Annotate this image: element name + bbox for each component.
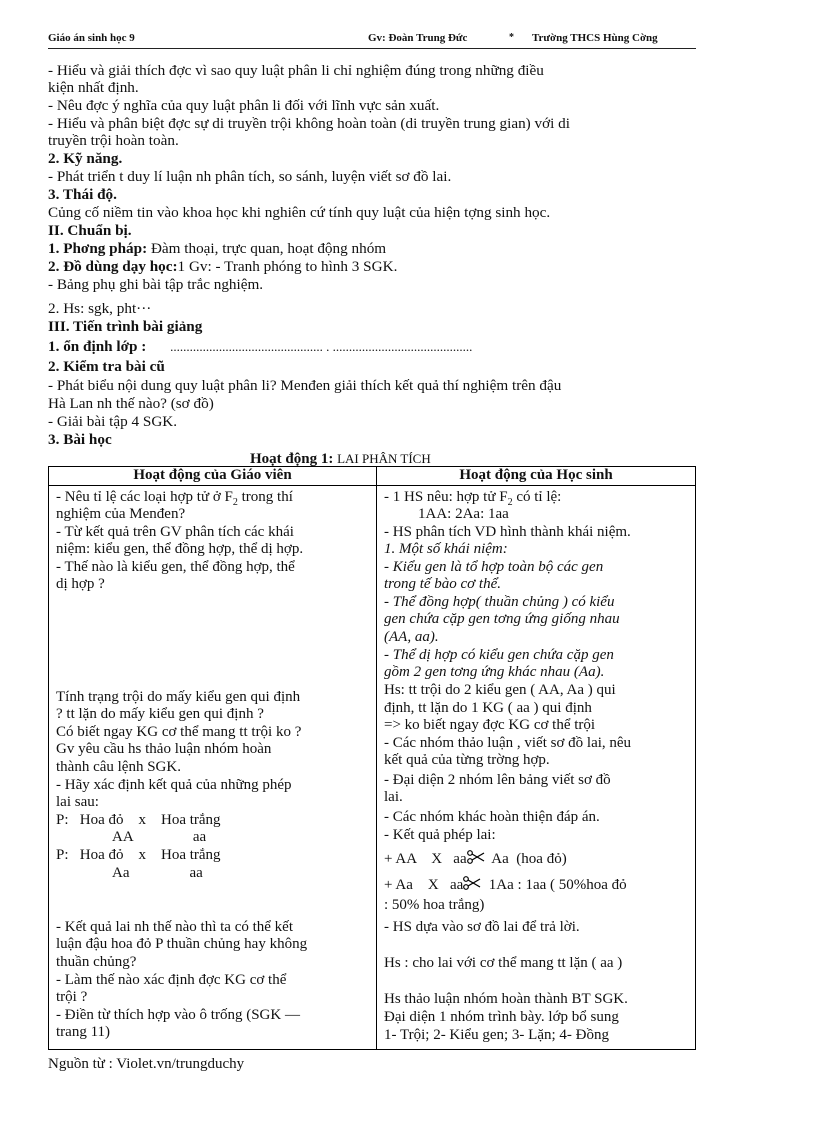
student-line: (AA, aa). bbox=[384, 629, 439, 645]
header-school: Trường THCS Hùng Cờng bbox=[532, 32, 658, 44]
method-label: 1. Phơng pháp: bbox=[48, 240, 148, 257]
teacher-line: Tính trạng trội do mấy kiểu gen qui định bbox=[56, 689, 301, 705]
stabilize-label: 1. ổn định lớp : bbox=[48, 338, 147, 355]
teacher-line: niệm: kiểu gen, thể đồng hợp, thể dị hợp. bbox=[56, 541, 304, 557]
source-line: Nguồn từ : Violet.vn/trungduchy bbox=[48, 1056, 245, 1072]
scissors-icon bbox=[463, 876, 481, 890]
col-teacher-header: Hoạt động của Giáo viên bbox=[49, 467, 377, 486]
student-column bbox=[377, 486, 696, 1050]
skills-heading: 2. Kỹ năng. bbox=[48, 150, 123, 167]
teacher-line: P: Hoa đỏ x Hoa trắng bbox=[56, 812, 221, 828]
header-star: * bbox=[509, 32, 514, 43]
teacher-line: Gv yêu cầu hs thảo luận nhóm hoàn bbox=[56, 741, 272, 757]
knowledge-line: kiện nhất định. bbox=[48, 79, 139, 96]
cross-aa2-line bbox=[384, 876, 690, 894]
teacher-line: - Điền từ thích hợp vào ô trống (SGK — bbox=[56, 1007, 300, 1023]
teacher-line: thuần chủng? bbox=[56, 954, 137, 970]
teacher-line: - Từ kết quả trên GV phân tích các khái bbox=[56, 524, 294, 540]
header-subject: Giáo án sinh học 9 bbox=[48, 32, 135, 44]
scissors-icon bbox=[467, 850, 485, 864]
teacher-line: thành câu lệnh SGK. bbox=[56, 759, 181, 775]
student-line: gen chứa cặp gen tơng ứng giống nhau bbox=[384, 611, 620, 627]
stabilize-dots: ............................................... . ........................................... bbox=[170, 339, 473, 354]
student-line: : 50% hoa trắng) bbox=[384, 897, 485, 913]
student-line: Hs thảo luận nhóm hoàn thành BT SGK. bbox=[384, 991, 628, 1007]
student-line: - Thể đồng hợp( thuần chủng ) có kiểu bbox=[384, 594, 615, 610]
student-line: => ko biết ngay đợc KG cơ thể trội bbox=[384, 717, 596, 733]
cross-aa-line bbox=[384, 850, 690, 868]
student-line: - HS phân tích VD hình thành khái niệm. bbox=[384, 524, 631, 540]
activity-name: LAI PHÂN TÍCH bbox=[337, 451, 431, 466]
review-line: - Phát biểu nội dung quy luật phân li? Menđen giải thích kết quả thí nghiệm trên đậu bbox=[48, 377, 562, 394]
teacher-line: Aa aa bbox=[112, 865, 203, 881]
page-header bbox=[48, 32, 696, 49]
teacher-line: P: Hoa đỏ x Hoa trắng bbox=[56, 847, 221, 863]
knowledge-line: - Nêu đợc ý nghĩa của quy luật phân li đối với lĩnh vực sản xuất. bbox=[48, 97, 440, 114]
student-line: lai. bbox=[384, 789, 403, 805]
review-heading: 2. Kiểm tra bài cũ bbox=[48, 358, 165, 375]
teacher-line: trang 11) bbox=[56, 1024, 111, 1040]
teacher-line: - Thế nào là kiểu gen, thể đồng hợp, thể bbox=[56, 559, 295, 575]
teacher-line: - Hãy xác định kết quả của những phép bbox=[56, 777, 292, 793]
method-text: Đàm thoại, trực quan, hoạt động nhóm bbox=[147, 240, 387, 257]
teacher-line: AA aa bbox=[112, 829, 207, 845]
teacher-line: trội ? bbox=[56, 989, 88, 1005]
process-heading: III. Tiến trình bài giảng bbox=[48, 318, 203, 335]
student-line: 1AA: 2Aa: 1aa bbox=[418, 506, 509, 522]
knowledge-line: - Hiểu và giải thích đợc vì sao quy luật phân li chỉ nghiệm đúng trong những điều bbox=[48, 62, 544, 79]
student-line: - Các nhóm thảo luận , viết sơ đồ lai, nêu bbox=[384, 735, 632, 751]
teacher-line: - Kết quả lai nh thế nào thì ta có thể kết bbox=[56, 919, 294, 935]
review-line: Hà Lan nh thế nào? (sơ đồ) bbox=[48, 395, 214, 412]
knowledge-line: truyền trội hoàn toàn. bbox=[48, 132, 179, 149]
review-line: - Giải bài tập 4 SGK. bbox=[48, 413, 178, 430]
tools-text: 1 Gv: - Tranh phóng to hình 3 SGK. bbox=[177, 258, 398, 275]
teacher-line: nghiệm của Menđen? bbox=[56, 506, 186, 522]
student-line: - 1 HS nêu: hợp tử $F_2$ có tỉ lệ: bbox=[384, 489, 562, 508]
teacher-line: lai sau: bbox=[56, 794, 99, 810]
attitude-heading: 3. Thái độ. bbox=[48, 186, 117, 203]
student-line: - Thể dị hợp có kiểu gen chứa cặp gen bbox=[384, 647, 614, 663]
teacher-line: dị hợp ? bbox=[56, 576, 105, 592]
student-line: - Các nhóm khác hoàn thiện đáp án. bbox=[384, 809, 600, 825]
tools-line bbox=[48, 258, 698, 275]
teacher-line: - Nêu tỉ lệ các loại hợp tử ở $F_2$ trong thí bbox=[56, 489, 293, 508]
method-line bbox=[48, 240, 698, 257]
student-line: gồm 2 gen tơng ứng khác nhau (Aa). bbox=[384, 664, 605, 680]
student-tools: 2. Hs: sgk, pht··· bbox=[48, 300, 152, 317]
student-line: kết quả của từng trờng hợp. bbox=[384, 752, 550, 768]
student-line: - HS dựa vào sơ đồ lai để trả lời. bbox=[384, 919, 580, 935]
lesson-heading: 3. Bài học bbox=[48, 431, 112, 448]
header-teacher: Gv: Đoàn Trung Đức bbox=[368, 32, 468, 44]
student-line: Đại diện 1 nhóm trình bày. lớp bổ sung bbox=[384, 1009, 619, 1025]
col-student-header: Hoạt động của Học sinh bbox=[377, 467, 696, 486]
cross-aa2-result: 1Aa : 1aa ( 50%hoa đỏ bbox=[481, 877, 627, 893]
student-line: 1. Một số khái niệm: bbox=[384, 541, 508, 557]
teacher-line: Có biết ngay KG cơ thể mang tt trội ko ? bbox=[56, 724, 302, 740]
student-line: - Kiểu gen là tổ hợp toàn bộ các gen bbox=[384, 559, 604, 575]
student-line: trong tế bào cơ thể. bbox=[384, 576, 502, 592]
teacher-line: luận đậu hoa đỏ P thuần chủng hay không bbox=[56, 936, 308, 952]
activity-table bbox=[48, 466, 696, 1050]
knowledge-line: - Hiểu và phân biệt đợc sự di truyền trội không hoàn toàn (di truyền trung gian) với di bbox=[48, 115, 570, 132]
student-line: Hs : cho lai với cơ thể mang tt lặn ( aa ) bbox=[384, 955, 623, 971]
student-line: Hs: tt trội do 2 kiểu gen ( AA, Aa ) qui bbox=[384, 682, 616, 698]
cross-aa-parents: + AA X aa bbox=[384, 851, 467, 867]
stabilize-line bbox=[48, 338, 698, 355]
cross-aa2-parents: + Aa X aa bbox=[384, 877, 464, 893]
attitude-text: Củng cố niềm tin vào khoa học khi nghiên cứ tính quy luật của hiện tợng sinh học. bbox=[48, 204, 551, 221]
student-line: định, tt lặn do 1 KG ( aa ) qui định bbox=[384, 700, 592, 716]
cross-aa-result: Aa (hoa đỏ) bbox=[484, 851, 567, 867]
student-line: 1- Trội; 2- Kiểu gen; 3- Lặn; 4- Đồng bbox=[384, 1027, 609, 1043]
teacher-column bbox=[49, 486, 377, 1050]
teacher-line: ? tt lặn do mấy kiểu gen qui định ? bbox=[56, 706, 264, 722]
student-line: - Kết quả phép lai: bbox=[384, 827, 496, 843]
preparation-heading: II. Chuẩn bị. bbox=[48, 222, 132, 239]
student-line: - Đại diện 2 nhóm lên bảng viết sơ đồ bbox=[384, 772, 611, 788]
activity-label: Hoạt động 1: bbox=[250, 451, 334, 467]
skills-text: - Phát triển t duy lí luận nh phân tích, so sánh, luyện viết sơ đồ lai. bbox=[48, 168, 452, 185]
teacher-line: - Làm thế nào xác định đợc KG cơ thể bbox=[56, 972, 287, 988]
tools-extra: - Bảng phụ ghi bài tập trắc nghiệm. bbox=[48, 276, 264, 293]
tools-label: 2. Đồ dùng dạy học: bbox=[48, 258, 178, 275]
